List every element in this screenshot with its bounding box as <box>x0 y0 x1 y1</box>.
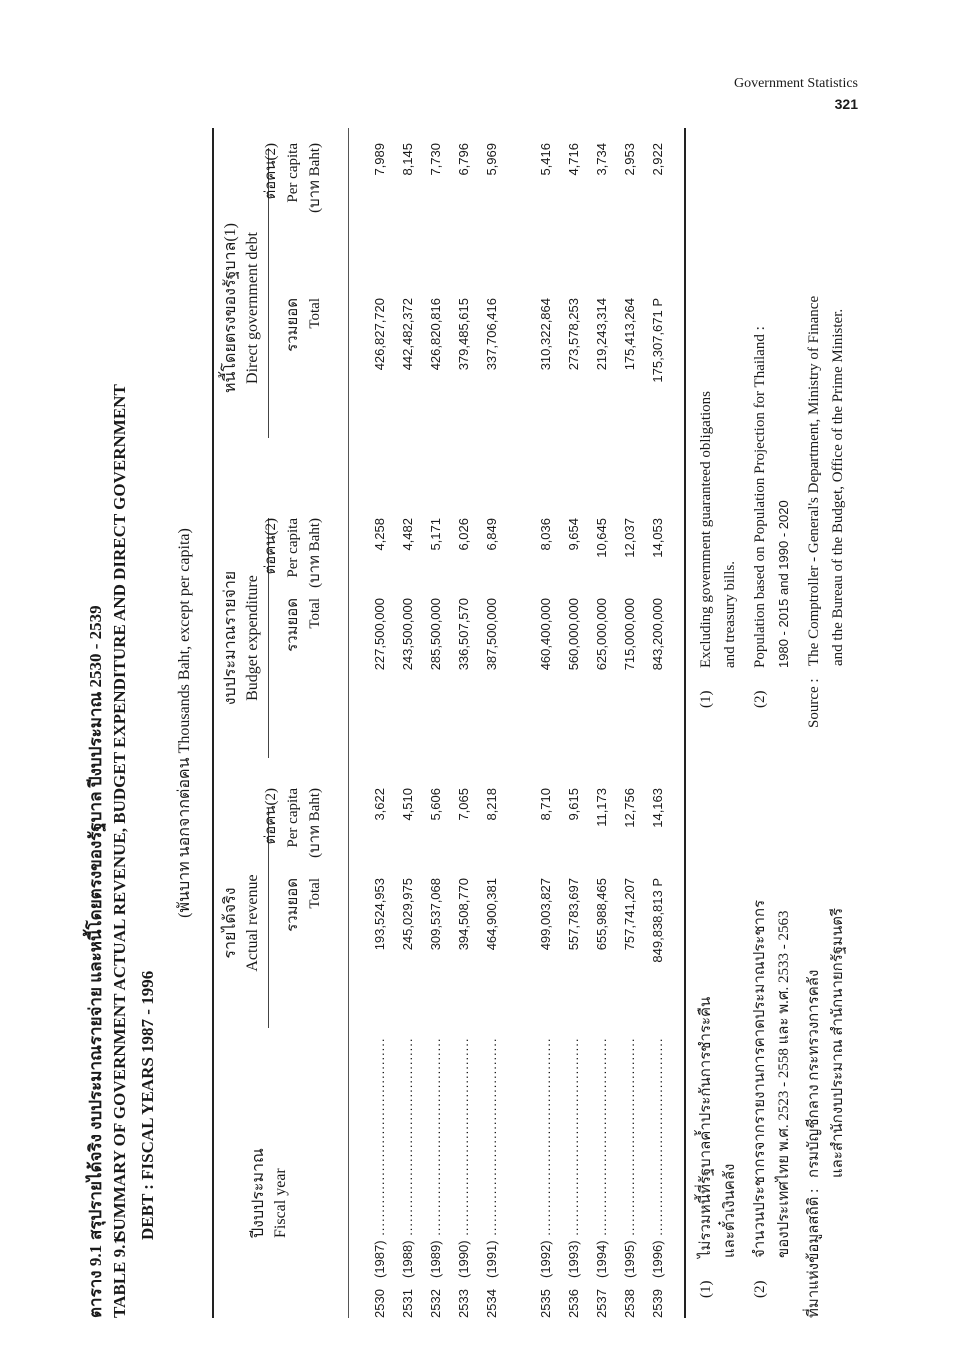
col-header-label-thai: รวมยอด <box>285 598 301 652</box>
cell-exp-pc: 10,645 <box>594 518 609 558</box>
cell-debt-total: 219,243,314 <box>594 298 609 371</box>
fn-en-1-number: (1) <box>698 690 714 708</box>
cell-rev-total: 849,838,813 P <box>650 878 665 963</box>
cell-rev-total: 757,741,207 <box>622 878 637 951</box>
col-header-label-thai: ต่อคน(2) <box>263 518 279 575</box>
fn-en-1-line2: and treasury bills. <box>722 560 738 668</box>
cell-rev-total: 557,783,697 <box>566 878 581 951</box>
cell-rev-pc: 3,622 <box>372 788 387 821</box>
cell-debt-total: 442,482,372 <box>400 298 415 371</box>
cell-year-be: 2531 <box>400 1289 415 1318</box>
cell-debt-pc: 4,716 <box>566 143 581 176</box>
fn-th-source-line1: กรมบัญชีกลาง กระทรวงการคลัง <box>806 969 822 1178</box>
cell-debt-total: 273,578,253 <box>566 298 581 371</box>
cell-rev-total: 193,524,953 <box>372 878 387 951</box>
col-header-label-thai: รวมยอด <box>285 298 301 352</box>
group-expenditure-english: Budget expenditure <box>244 575 261 701</box>
unit-note: (พันบาท นอกจากต่อคน Thousands Baht, except per capita) <box>176 528 193 918</box>
cell-rev-total: 245,029,975 <box>400 878 415 951</box>
cell-year-be: 2538 <box>622 1289 637 1318</box>
cell-year-ce: (1990) ..... <box>456 1038 471 1278</box>
table-row <box>428 128 453 1318</box>
cell-rev-pc: 8,710 <box>538 788 553 821</box>
cell-rev-total: 394,508,770 <box>456 878 471 951</box>
cell-debt-pc: 6,796 <box>456 143 471 176</box>
cell-exp-pc: 4,258 <box>372 518 387 551</box>
header-bottom-rule <box>348 128 349 1318</box>
cell-debt-total: 337,706,416 <box>484 298 499 371</box>
cell-exp-total: 715,000,000 <box>622 598 637 671</box>
cell-exp-total: 285,500,000 <box>428 598 443 671</box>
group-debt-english: Direct government debt <box>244 232 261 384</box>
col-header-expenditure-per-capita <box>260 518 326 618</box>
fn-th-source-label: ที่มาแห่งข้อมูลสถิติ : <box>806 1188 822 1318</box>
fn-en-source-label: Source : <box>806 678 822 728</box>
cell-year-ce: (1989) ..... <box>428 1038 443 1278</box>
cell-year-be: 2536 <box>566 1289 581 1318</box>
cell-year-be: 2534 <box>484 1289 499 1318</box>
cell-exp-pc: 6,849 <box>484 518 499 551</box>
col-header-label-english: Total <box>307 878 323 909</box>
cell-year-ce: (1994) ..... <box>594 1038 609 1278</box>
cell-year-be: 2539 <box>650 1289 665 1318</box>
cell-exp-pc: 6,026 <box>456 518 471 551</box>
title-thai <box>82 605 109 1318</box>
cell-debt-pc: 7,989 <box>372 143 387 176</box>
fn-th-1-number: (1) <box>698 1280 714 1298</box>
col-header-unit: (บาท Baht) <box>307 143 323 213</box>
cell-year-ce: (1995) ..... <box>622 1038 637 1278</box>
cell-rev-total: 464,900,381 <box>484 878 499 951</box>
table-bottom-rule <box>684 128 686 1318</box>
cell-debt-pc: 5,969 <box>484 143 499 176</box>
table-title-english: SUMMARY OF GOVERNMENT ACTUAL REVENUE, BUDGET EXPENDITURE AND DIRECT GOVERNMENT <box>110 384 129 1240</box>
cell-exp-total: 560,000,000 <box>566 598 581 671</box>
rotated-table-block <box>82 128 872 1318</box>
col-header-label-thai: รวมยอด <box>285 878 301 932</box>
cell-rev-total: 499,003,827 <box>538 878 553 951</box>
cell-year-be: 2532 <box>428 1289 443 1318</box>
col-header-revenue-per-capita <box>260 788 326 888</box>
group-revenue-thai: รายได้จริง <box>222 887 239 959</box>
cell-year-ce: (1988) ..... <box>400 1038 415 1278</box>
cell-debt-pc: 2,922 <box>650 143 665 176</box>
cell-debt-total: 175,307,671 P <box>650 298 665 383</box>
cell-debt-total: 379,485,615 <box>456 298 471 371</box>
cell-rev-pc: 12,756 <box>622 788 637 828</box>
col-header-label-english: Per capita <box>285 143 301 203</box>
cell-rev-pc: 11,173 <box>594 788 609 827</box>
col-header-label-english: Total <box>307 298 323 329</box>
fiscal-year-header-english: Fiscal year <box>272 1168 289 1238</box>
cell-year-be: 2533 <box>456 1289 471 1318</box>
cell-exp-total: 227,500,000 <box>372 598 387 671</box>
cell-rev-pc: 9,615 <box>566 788 581 821</box>
cell-year-be: 2535 <box>538 1289 553 1318</box>
cell-year-ce: (1993) ..... <box>566 1038 581 1278</box>
running-header-section: Government Statistics <box>733 76 858 91</box>
table-label-english: TABLE 9.1 <box>110 1236 129 1318</box>
group-header-revenue <box>220 808 264 1038</box>
cell-exp-total: 336,507,570 <box>456 598 471 671</box>
col-header-label-thai: ต่อคน(2) <box>263 788 279 845</box>
cell-year-ce: (1996) ..... <box>650 1038 665 1278</box>
cell-debt-pc: 3,734 <box>594 143 609 176</box>
footnotes-thai <box>694 738 864 1318</box>
cell-exp-pc: 4,482 <box>400 518 415 551</box>
fiscal-year-header <box>248 1148 292 1238</box>
cell-exp-pc: 8,036 <box>538 518 553 551</box>
cell-debt-pc: 8,145 <box>400 143 415 176</box>
fn-en-2-number: (2) <box>752 690 768 708</box>
cell-exp-total: 843,200,000 <box>650 598 665 671</box>
cell-exp-total: 387,500,000 <box>484 598 499 671</box>
fiscal-year-header-thai: ปีงบประมาณ <box>250 1148 267 1238</box>
table-row <box>400 128 425 1318</box>
cell-year-be: 2530 <box>372 1289 387 1318</box>
cell-debt-pc: 7,730 <box>428 143 443 176</box>
cell-debt-total: 426,820,816 <box>428 298 443 371</box>
fn-en-2-line2: 1980 - 2015 and 1990 - 2020 <box>776 500 791 668</box>
table-row <box>650 128 675 1318</box>
group-header-debt <box>220 158 264 458</box>
cell-year-ce: (1987) ..... <box>372 1038 387 1278</box>
table-row <box>456 128 481 1318</box>
cell-year-ce: (1992) ..... <box>538 1038 553 1278</box>
cell-exp-pc: 12,037 <box>622 518 637 558</box>
table-row <box>484 128 509 1318</box>
col-header-unit: (บาท Baht) <box>307 788 323 858</box>
cell-exp-pc: 14,053 <box>650 518 665 558</box>
cell-rev-total: 655,988,465 <box>594 878 609 951</box>
cell-debt-pc: 5,416 <box>538 143 553 176</box>
table-title-thai: สรุปรายได้จริง งบประมาณรายจ่าย และหนี้โดยตรงของรัฐบาล ปีงบประมาณ 2530 - 2539 <box>86 605 105 1240</box>
group-revenue-english: Actual revenue <box>244 874 261 972</box>
cell-rev-pc: 7,065 <box>456 788 471 821</box>
cell-exp-total: 243,500,000 <box>400 598 415 671</box>
page-number: 321 <box>834 96 858 112</box>
fn-en-source-line2: and the Bureau of the Budget, Office of the Prime Minister. <box>830 308 846 666</box>
fn-th-source-line2: และสำนักงบประมาณ สำนักนายกรัฐมนตรี <box>830 907 846 1178</box>
cell-rev-pc: 8,218 <box>484 788 499 821</box>
fn-en-2-line1: Population based on Population Projection for Thailand : <box>752 326 768 668</box>
title-english-line2: DEBT : FISCAL YEARS 1987 - 1996 <box>138 970 157 1240</box>
fn-th-2-line1: จำนวนประชากรจากรายงานการคาดประมาณประชากร <box>752 899 768 1258</box>
table-label-thai: ตาราง 9.1 <box>86 1244 105 1318</box>
fn-th-1-line1: ไม่รวมหนี้ที่รัฐบาลค้ำประกันการชำระคืน <box>698 996 714 1258</box>
fn-en-1-line1: Excluding government guaranteed obligations <box>698 390 714 668</box>
col-header-unit: (บาท Baht) <box>307 518 323 588</box>
table-top-rule <box>212 128 214 1318</box>
table-row <box>594 128 619 1318</box>
group-header-expenditure <box>220 518 264 758</box>
col-header-label-english: Per capita <box>285 788 301 848</box>
cell-rev-pc: 14,163 <box>650 788 665 828</box>
col-header-label-thai: ต่อคน(2) <box>263 143 279 200</box>
cell-exp-pc: 5,171 <box>428 518 443 551</box>
cell-year-be: 2537 <box>594 1289 609 1318</box>
cell-exp-total: 625,000,000 <box>594 598 609 671</box>
title-english-line1 <box>110 384 130 1318</box>
table-row <box>622 128 647 1318</box>
cell-debt-total: 175,413,264 <box>622 298 637 371</box>
fn-th-2-number: (2) <box>752 1280 768 1298</box>
col-header-debt-total <box>282 298 326 398</box>
table-row <box>538 128 563 1318</box>
fn-th-2-line2: ของประเทศไทย พ.ศ. 2523 - 2558 และ พ.ศ. 2533 - 2563 <box>776 910 792 1258</box>
table-row <box>372 128 397 1318</box>
cell-debt-total: 310,322,864 <box>538 298 553 371</box>
fn-th-1-line2: และตั๋วเงินคลัง <box>722 1163 738 1258</box>
cell-debt-pc: 2,953 <box>622 143 637 176</box>
footnotes-english <box>694 128 864 728</box>
cell-exp-pc: 9,654 <box>566 518 581 551</box>
cell-rev-pc: 4,510 <box>400 788 415 821</box>
col-header-label-english: Per capita <box>285 518 301 578</box>
col-header-label-english: Total <box>307 598 323 629</box>
fn-en-source-line1: The Comptroller - General's Department, Ministry of Finance <box>806 295 822 666</box>
table-row <box>566 128 591 1318</box>
cell-rev-pc: 5,606 <box>428 788 443 821</box>
cell-exp-total: 460,400,000 <box>538 598 553 671</box>
col-header-revenue-total <box>282 878 326 978</box>
cell-debt-total: 426,827,720 <box>372 298 387 371</box>
cell-year-ce: (1991) ..... <box>484 1038 499 1278</box>
group-expenditure-thai: งบประมาณรายจ่าย <box>222 570 239 706</box>
group-debt-thai: หนี้โดยตรงของรัฐบาล(1) <box>222 222 239 394</box>
col-header-debt-per-capita <box>260 143 326 243</box>
cell-rev-total: 309,537,068 <box>428 878 443 951</box>
